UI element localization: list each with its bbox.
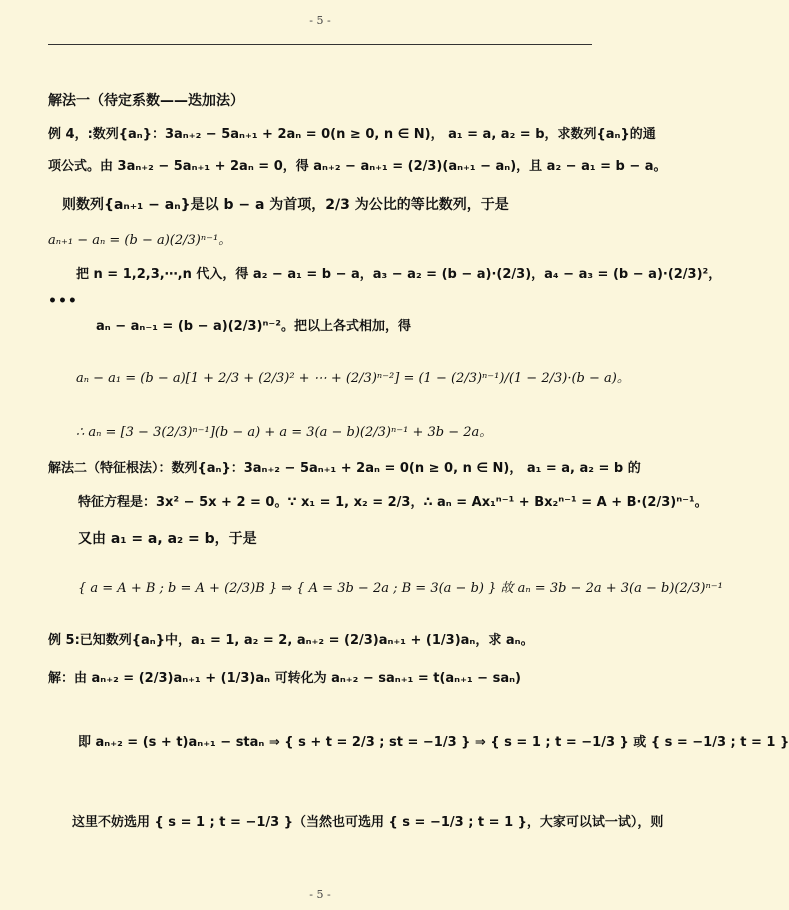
substitution-line: 把 n = 1,2,3,⋯,n 代入，得 a₂ − a₁ = b − a，a₃ − a₂ = (b − a)·(2/3)，a₄ − a₃ = (b − a)·(2/3)²， [76,267,722,282]
example-5-statement: 例 5:已知数列{aₙ}中，a₁ = 1, a₂ = 2, aₙ₊₂ = (2/3)aₙ₊₁ + (1/3)aₙ，求 aₙ。 [48,633,534,648]
summation-intro: aₙ − aₙ₋₁ = (b − a)(2/3)ⁿ⁻²。把以上各式相加，得 [96,319,411,334]
parameter-choice-line: 这里不妨选用 { s = 1 ; t = −1/3 }（当然也可选用 { s = −1/3 ; t = 1 }，大家可以试一试），则 [72,815,664,830]
characteristic-equation: 特征方程是：3x² − 5x + 2 = 0。∵ x₁ = 1, x₂ = 2/3，∴ aₙ = Ax₁ⁿ⁻¹ + Bx₂ⁿ⁻¹ = A + B·(2/3)ⁿ⁻¹。 [78,495,708,510]
example-4-statement: 例 4，:数列{aₙ}：3aₙ₊₂ − 5aₙ₊₁ + 2aₙ = 0(n ≥ 0, n ∈ N)， a₁ = a, a₂ = b，求数列{aₙ}的通 [48,127,656,142]
difference-formula: aₙ₊₁ − aₙ = (b − a)(2/3)ⁿ⁻¹。 [48,233,232,248]
example-4-derivation: 项公式。由 3aₙ₊₂ − 5aₙ₊₁ + 2aₙ = 0，得 aₙ₊₂ − aₙ₊₁ = (2/3)(aₙ₊₁ − aₙ)，且 a₂ − a₁ = b − a。 [48,159,667,174]
summation-formula: aₙ − a₁ = (b − a)[1 + 2/3 + (2/3)² + ⋯ + (2/3)ⁿ⁻²] = (1 − (2/3)ⁿ⁻¹)/(1 − 2/3)·(b − a)。 [76,371,630,386]
method-one-heading: 解法一（待定系数——迭加法） [48,93,244,109]
initial-conditions-line: 又由 a₁ = a, a₂ = b，于是 [78,531,257,547]
header-rule [48,44,592,45]
ellipsis-mark: ••• [48,293,78,309]
geometric-sequence-line: 则数列{aₙ₊₁ − aₙ}是以 b − a 为首项，2/3 为公比的等比数列，于是 [62,197,509,213]
general-term-result: ∴ aₙ = [3 − 3(2/3)ⁿ⁻¹](b − a) + a = 3(a − b)(2/3)ⁿ⁻¹ + 3b − 2a。 [76,425,493,440]
method-two-heading: 解法二（特征根法）：数列{aₙ}：3aₙ₊₂ − 5aₙ₊₁ + 2aₙ = 0(n ≥ 0, n ∈ N)， a₁ = a, a₂ = b 的 [48,461,641,476]
example-5-solution-start: 解：由 aₙ₊₂ = (2/3)aₙ₊₁ + (1/3)aₙ 可转化为 aₙ₊₂ − saₙ₊₁ = t(aₙ₊₁ − saₙ) [48,671,521,686]
page-number-bottom: - 5 - [309,888,331,901]
parameter-system: 即 aₙ₊₂ = (s + t)aₙ₊₁ − staₙ ⇒ { s + t = 2/3 ; st = −1/3 } ⇒ { s = 1 ; t = −1/3 } 或 { s = −1/3 ; t = 1 } [78,735,789,750]
system-solution: { a = A + B ; b = A + (2/3)B } ⇒ { A = 3b − 2a ; B = 3(a − b) } 故 aₙ = 3b − 2a + 3(a − b)(2/3)ⁿ⁻¹ [78,581,723,596]
page-number-top: - 5 - [309,14,331,27]
